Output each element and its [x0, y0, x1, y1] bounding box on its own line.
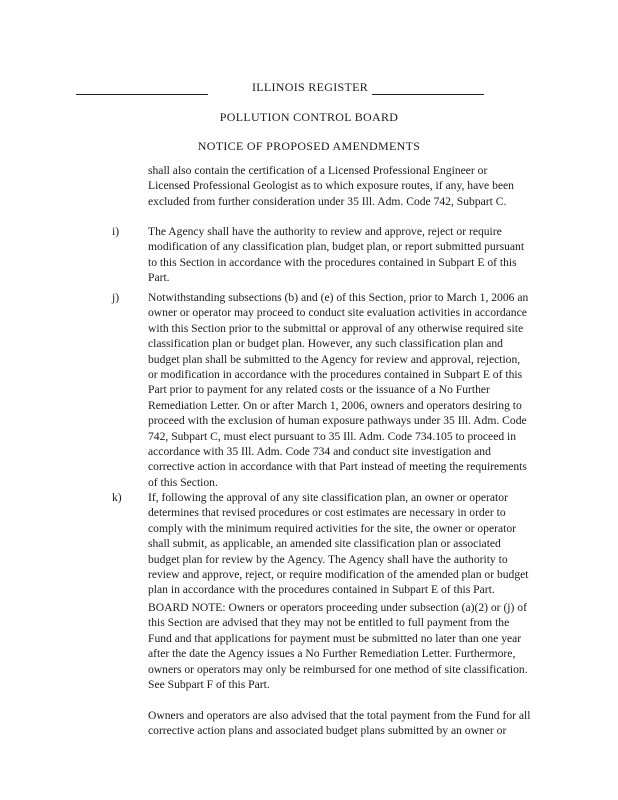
text-line: review and approve, reject, or require modification of the amended plan or budget [148, 568, 529, 582]
text-line: Fund and that applications for payment must be submitted no later than one year [148, 631, 522, 645]
text-line: See Subpart F of this Part. [148, 678, 270, 692]
text-line: Remediation Letter. On or after March 1, 2006, owners and operators desiring to [148, 398, 522, 412]
text-line: shall submit, as applicable, an amended site classification plan or associated [148, 537, 501, 551]
text-line: excluded from further consideration under 35 Ill. Adm. Code 742, Subpart C. [148, 194, 507, 208]
text-line: budget plan shall be submitted to the Agency for review and approval, rejection, [148, 352, 521, 366]
text-line: accordance with 35 Ill. Adm. Code 734 and conduct site investigation and [148, 445, 491, 459]
text-line: proceed with the exclusion of human exposure pathways under 35 Ill. Adm. Code [148, 414, 527, 428]
header-rule-right [372, 94, 484, 95]
item-j-paragraph [148, 290, 528, 490]
text-line: classification plan or budget plan. However, any such classification plan and [148, 337, 503, 351]
text-line: Owners and operators are also advised that the total payment from the Fund for all [148, 709, 531, 722]
final-paragraph [148, 708, 530, 739]
item-j-label: j) [112, 291, 120, 304]
text-line: owners or operators may only be reimbursed for one method of site classification. [148, 662, 528, 676]
intro-paragraph [148, 163, 514, 209]
item-k-paragraph [148, 490, 529, 598]
text-line: BOARD NOTE: Owners or operators proceeding under subsection (a)(2) or (j) of [148, 601, 527, 614]
text-line: comply with the minimum required activities for the site, the owner or operator [148, 521, 516, 535]
text-line: Notwithstanding subsections (b) and (e) of this Section, prior to March 1, 2006 an [148, 291, 529, 304]
text-line: to this Section in accordance with the procedures contained in Subpart E of this [148, 255, 517, 269]
text-line: Licensed Professional Geologist as to which exposure routes, if any, have been [148, 179, 514, 193]
text-line: plan in accordance with the procedures contained in Subpart E of this Part. [148, 583, 495, 597]
text-line: owner or operator may proceed to conduct site evaluation activities in accordance [148, 306, 527, 320]
text-line: modification of any classification plan, budget plan, or report submitted pursuant [148, 240, 525, 254]
text-line: corrective action in accordance with that Part instead of meeting the requirements [148, 460, 527, 474]
item-i-paragraph [148, 224, 524, 286]
text-line: Part prior to payment for any related costs or the issuance of a No Further [148, 383, 490, 397]
text-line: with this Section prior to the submittal or approval of any otherwise required site [148, 321, 524, 335]
text-line: The Agency shall have the authority to review and approve, reject or require [148, 225, 502, 238]
header-rule-left [76, 94, 208, 95]
text-line: or modification in accordance with the procedures contained in Subpart E of this [148, 368, 523, 382]
text-line: budget plan for review by the Agency. The Agency shall have the authority to [148, 552, 508, 566]
register-title: ILLINOIS REGISTER [251, 80, 369, 94]
notice-title: NOTICE OF PROPOSED AMENDMENTS [197, 139, 421, 153]
text-line: Part. [148, 271, 170, 285]
text-line: corrective action plans and associated budget plans submitted by an owner or [148, 724, 507, 738]
text-line: of this Section. [148, 475, 218, 489]
text-line: If, following the approval of any site classification plan, an owner or operator [148, 491, 508, 504]
board-title: POLLUTION CONTROL BOARD [219, 110, 399, 124]
text-line: this Section are advised that they may not be entitled to full payment from the [148, 616, 510, 630]
text-line: shall also contain the certification of a Licensed Professional Engineer or [148, 164, 488, 177]
text-line: 742, Subpart C, must elect pursuant to 35 Ill. Adm. Code 734.105 to proceed in [148, 429, 517, 443]
text-line: determines that revised procedures or cost estimates are necessary in order to [148, 506, 506, 520]
board-note-paragraph [148, 600, 528, 692]
text-line: after the date the Agency issues a No Further Remediation Letter. Furthermore, [148, 647, 516, 661]
item-i-label: i) [112, 225, 120, 238]
item-k-label: k) [112, 491, 122, 504]
